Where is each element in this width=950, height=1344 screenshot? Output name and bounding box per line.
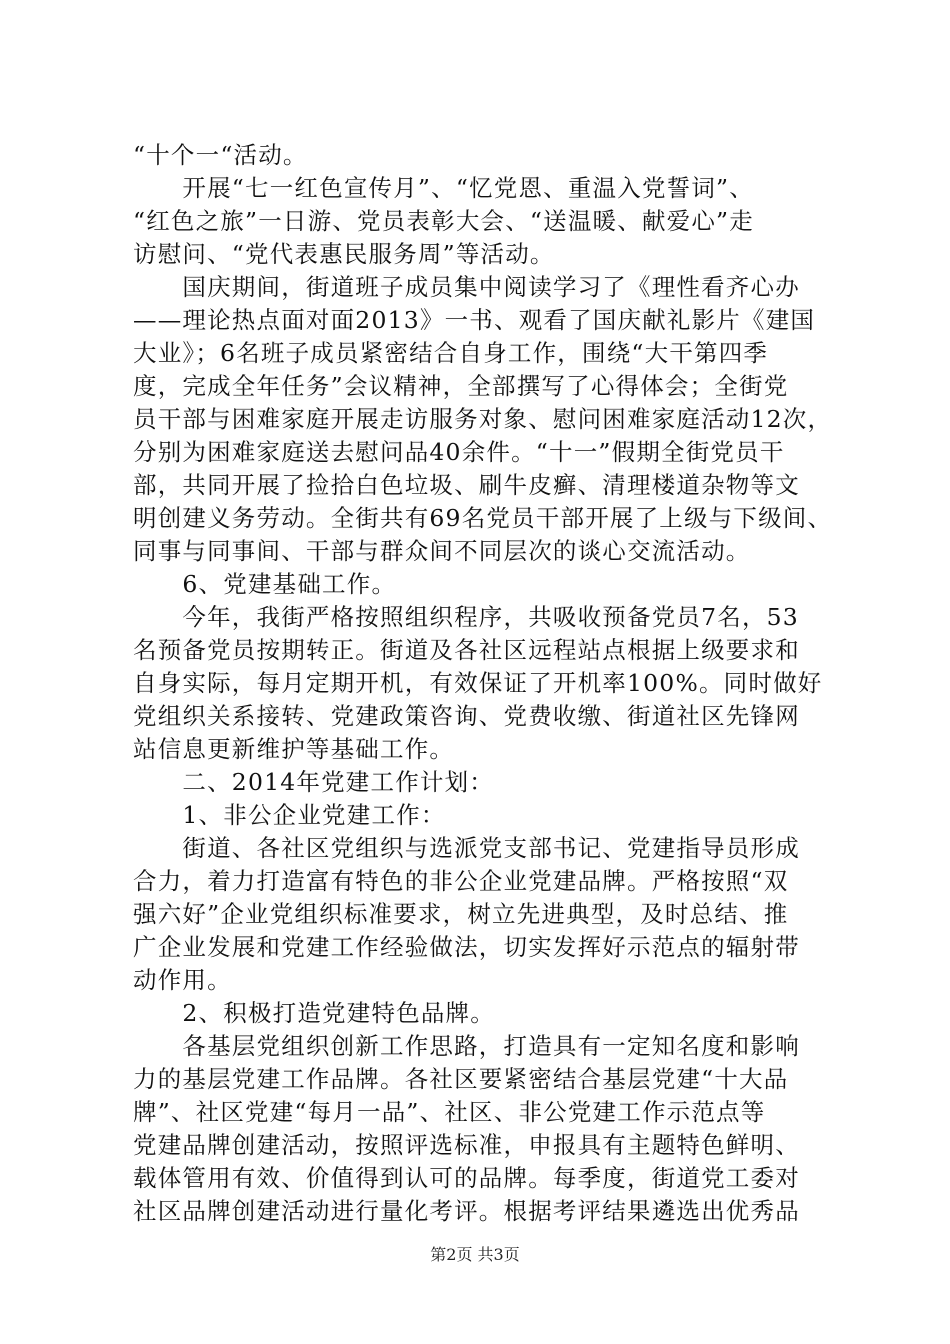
body-line: 明创建义务劳动。全街共有69名党员干部开展了上级与下级间、 xyxy=(133,504,833,532)
section-heading: 2、积极打造党建特色品牌。 xyxy=(133,999,495,1027)
body-line: 站信息更新维护等基础工作。 xyxy=(133,735,455,763)
body-line: 部，共同开展了捡拾白色垃圾、刷牛皮癣、清理楼道杂物等文 xyxy=(133,471,800,499)
body-line: 强六好”企业党组织标准要求，树立先进典型，及时总结、推 xyxy=(133,900,789,928)
body-line: 各基层党组织创新工作思路，打造具有一定知名度和影响 xyxy=(133,1032,800,1060)
body-line: 街道、各社区党组织与选派党支部书记、党建指导员形成 xyxy=(133,834,800,862)
body-line: 载体管用有效、价值得到认可的品牌。每季度，街道党工委对 xyxy=(133,1164,800,1192)
body-line: “十个一“活动。 xyxy=(133,141,308,169)
body-line: 大业》；6名班子成员紧密结合自身工作，围绕“大干第四季 xyxy=(133,339,769,367)
body-line: 访慰问、“党代表惠民服务周”等活动。 xyxy=(133,240,555,268)
body-line: “红色之旅”一日游、党员表彰大会、“送温暖、献爱心”走 xyxy=(133,207,754,235)
body-line: 党组织关系接转、党建政策咨询、党费收缴、街道社区先锋网 xyxy=(133,702,800,730)
body-line: 员干部与困难家庭开展走访服务对象、慰问困难家庭活动12次， xyxy=(133,405,833,433)
body-line: 社区品牌创建活动进行量化考评。根据考评结果遴选出优秀品 xyxy=(133,1197,800,1225)
section-heading: 1、非公企业党建工作： xyxy=(133,801,446,829)
body-line: 广企业发展和党建工作经验做法，切实发挥好示范点的辐射带 xyxy=(133,933,800,961)
body-line: 牌”、社区党建“每月一品”、社区、非公党建工作示范点等 xyxy=(133,1098,766,1126)
section-heading: 6、党建基础工作。 xyxy=(133,570,397,598)
body-line: 动作用。 xyxy=(133,966,232,994)
body-line: 名预备党员按期转正。街道及各社区远程站点根据上级要求和 xyxy=(133,636,800,664)
body-line: 分别为困难家庭送去慰问品40余件。“十一”假期全街党员干 xyxy=(133,438,785,466)
body-line: 今年，我街严格按照组织程序，共吸收预备党员7名，53 xyxy=(133,603,799,631)
section-heading: 二、2014年党建工作计划： xyxy=(133,768,495,796)
body-line: 合力，着力打造富有特色的非公企业党建品牌。严格按照“双 xyxy=(133,867,789,895)
body-line: 国庆期间，街道班子成员集中阅读学习了《理性看齐心办 xyxy=(133,273,800,301)
body-line: 度，完成全年任务”会议精神，全部撰写了心得体会；全街党 xyxy=(133,372,789,400)
body-line: 自身实际，每月定期开机，有效保证了开机率100%。同时做好 xyxy=(133,669,823,697)
body-line: 党建品牌创建活动，按照评选标准，申报具有主题特色鲜明、 xyxy=(133,1131,800,1159)
page-number-footer: 第2页 共3页 xyxy=(430,1245,520,1264)
body-line: 力的基层党建工作品牌。各社区要紧密结合基层党建“十大品 xyxy=(133,1065,789,1093)
body-line: 开展“七一红色宣传月”、“忆党恩、重温入党誓词”、 xyxy=(133,174,754,202)
body-line: ——理论热点面对面2013》一书、观看了国庆献礼影片《建国 xyxy=(133,306,816,334)
body-line: 同事与同事间、干部与群众间不同层次的谈心交流活动。 xyxy=(133,537,751,565)
